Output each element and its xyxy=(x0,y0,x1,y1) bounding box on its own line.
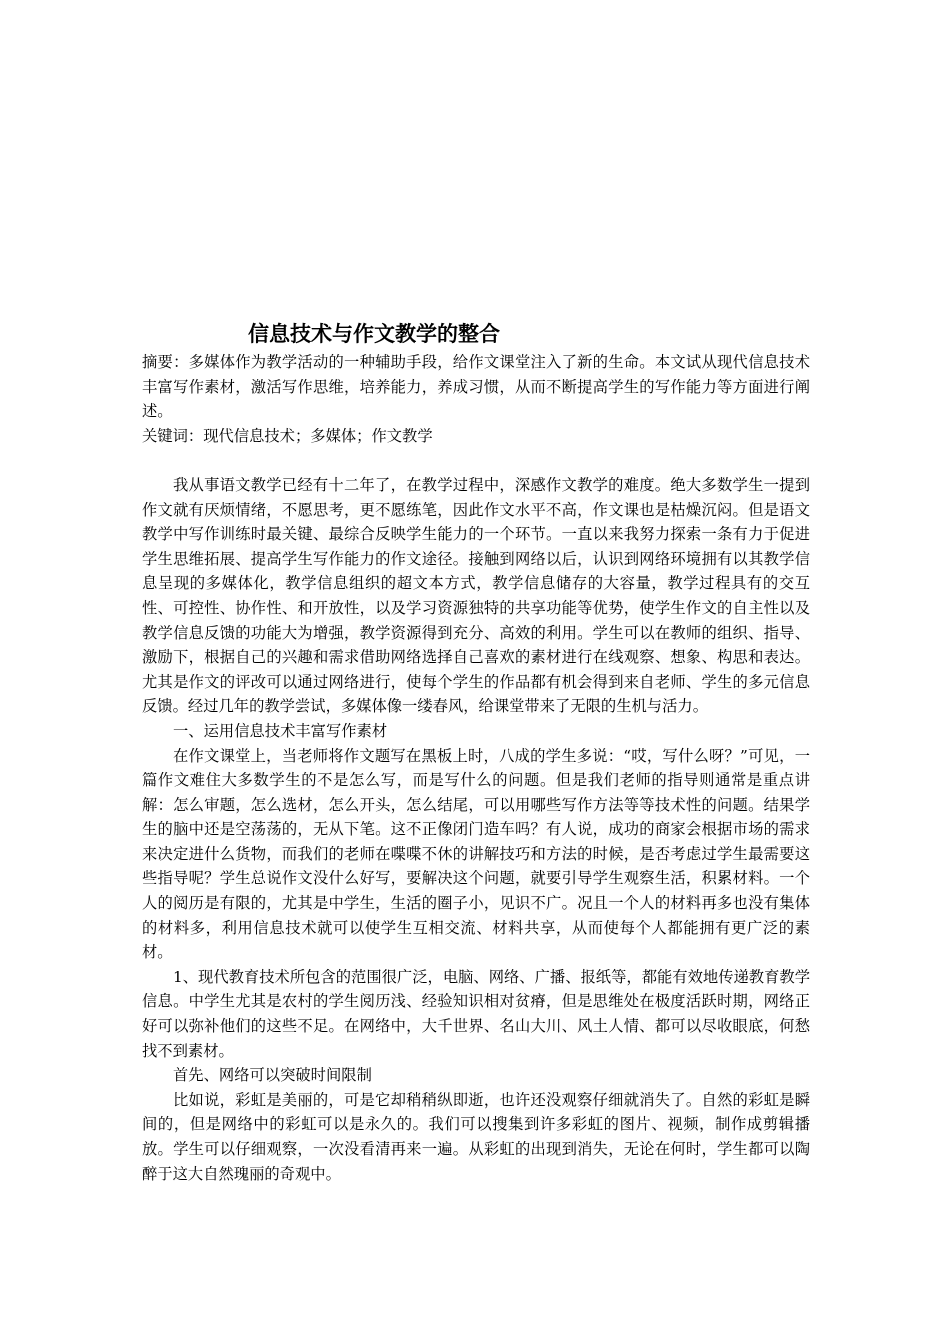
section-1-paragraph: 在作文课堂上，当老师将作文题写在黑板上时，八成的学生多说：“哎，写什么呀？”可见，一篇作文难住大多数学生的不是怎么写，而是写什么的问题。但是我们老师的指导则通常是重点讲解：怎么审题，怎么选材，怎么开头，怎么结尾，可以用哪些写作方法等等技术性的问题。结果学生的脑中还是空荡荡的，无从下笔。这不正像闭门造车吗？有人说，成功的商家会根据市场的需求来决定进什么货物，而我们的老师在喋喋不休的讲解技巧和方法的时候，是否考虑过学生最需要这些指导呢？学生总说作文没什么好写，要解决这个问题，就要引导学生观察生活，积累材料。一个人的阅历是有限的，尤其是中学生，生活的圈子小，见识不广。况且一个人的材料再多也没有集体的材料多，利用信息技术就可以使学生互相交流、材料共享，从而使每个人都能拥有更广泛的素材。 xyxy=(142,746,810,962)
point-1-paragraph: 1、现代教育技术所包含的范围很广泛，电脑、网络、广播、报纸等，都能有效地传递教育教学信息。中学生尤其是农村的学生阅历浅、经验知识相对贫瘠，但是思维处在极度活跃时期，网络正好可以弥补他们的这些不足。在网络中，大千世界、名山大川、风土人情、都可以尽收眼底，何愁找不到素材。 xyxy=(142,967,810,1060)
intro-paragraph: 我从事语文教学已经有十二年了，在教学过程中，深感作文教学的难度。绝大多数学生一提到作文就有厌烦情绪，不愿思考，更不愿练笔，因此作文水平不高，作文课也是枯燥沉闷。但是语文教学中写作训练时最关键、最综合反映学生能力的一个环节。一直以来我努力探索一条有力于促进学生思维拓展、提高学生写作能力的作文途径。接触到网络以后，认识到网络环境拥有以其教学信息呈现的多媒体化，教学信息组织的超文本方式，教学信息储存的大容量，教学过程具有的交互性、可控性、协作性、和开放性，以及学习资源独特的共享功能等优势，使学生作文的自主性以及教学信息反馈的功能大为增强，教学资源得到充分、高效的利用。学生可以在教师的组织、指导、激励下，根据自己的兴趣和需求借助网络选择自己喜欢的素材进行在线观察、想象、构思和表达。尤其是作文的评改可以通过网络进行，使每个学生的作品都有机会得到来自老师、学生的多元信息反馈。经过几年的教学尝试，多媒体像一缕春风，给课堂带来了无限的生机与活力。 xyxy=(142,475,810,716)
document-title: 信息技术与作文教学的整合 xyxy=(248,322,500,346)
section-heading-1: 一、运用信息技术丰富写作素材 xyxy=(173,721,388,740)
document-page xyxy=(142,318,810,1186)
rainbow-paragraph: 比如说，彩虹是美丽的，可是它却稍稍纵即逝，也许还没观察仔细就消失了。自然的彩虹是瞬间的，但是网络中的彩虹可以是永久的。我们可以搜集到许多彩虹的图片、视频，制作成剪辑播放。学生可以仔细观察，一次没看清再来一遍。从彩虹的出现到消失，无论在何时，学生都可以陶醉于这大自然瑰丽的奇观中。 xyxy=(142,1090,810,1183)
blank-line xyxy=(142,448,810,473)
keywords-line: 关键词：现代信息技术；多媒体；作文教学 xyxy=(142,426,433,445)
subheading-first: 首先、网络可以突破时间限制 xyxy=(173,1066,372,1085)
abstract-paragraph: 摘要：多媒体作为教学活动的一种辅助手段，给作文课堂注入了新的生命。本文试从现代信息技术丰富写作素材，激活写作思维，培养能力，养成习惯，从而不断提高学生的写作能力等方面进行阐述。 xyxy=(142,353,810,421)
